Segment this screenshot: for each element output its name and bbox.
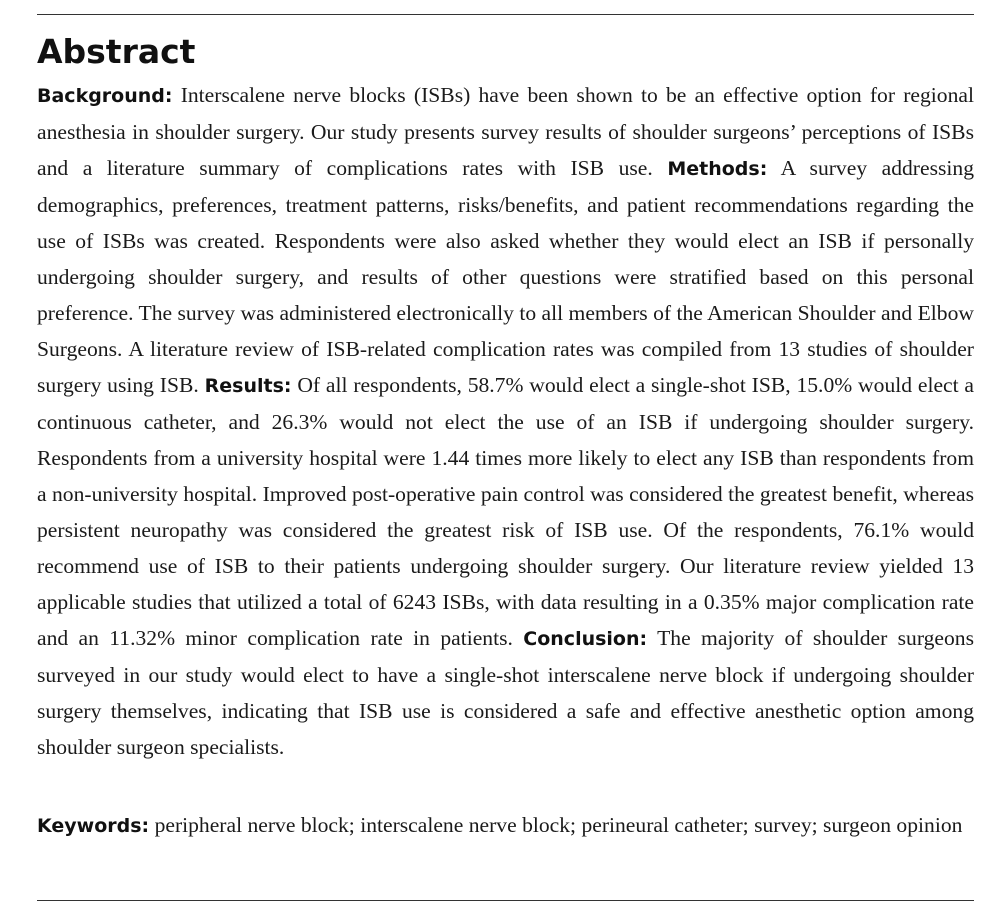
methods-label: Methods: (667, 158, 768, 180)
abstract-heading: Abstract (37, 32, 196, 71)
conclusion-text: The majority of shoulder surgeons surveyed in our study would elect to have a single-shot interscalene nerve block if undergoing shoulder surgery themselves, indicating that ISB use is considered a safe and effective anesthetic option among shoulder surgeon specialists. (37, 626, 975, 759)
top-rule (37, 14, 974, 15)
abstract-body (37, 77, 974, 765)
background-label: Background: (37, 85, 173, 107)
keywords-paragraph (37, 807, 974, 844)
results-label: Results: (204, 375, 292, 397)
bottom-rule (37, 900, 974, 901)
keywords-label: Keywords: (37, 815, 150, 837)
keywords-text: peripheral nerve block; interscalene nerve block; perineural catheter; survey; surgeon opinion (154, 813, 963, 837)
background-text: Interscalene nerve blocks (ISBs) have been shown to be an effective option for regional anesthesia in shoulder surgery. Our study presents survey results of shoulder surgeons’ perceptions of ISBs and a literature summary of complications rates with ISB use. (37, 83, 974, 180)
conclusion-label: Conclusion: (523, 628, 648, 650)
methods-text: A survey addressing demographics, preferences, treatment patterns, risks/benefits, and patient recommendations regarding the use of ISBs was created. Respondents were also asked whether they would elect an ISB if personally undergoing shoulder surgery, and results of other questions were stratified based on this personal preference. The survey was administered electronically to all members of the American Shoulder and Elbow Surgeons. A literature review of ISB-related complication rates was compiled from 13 studies of shoulder surgery using ISB. (37, 156, 974, 397)
results-text: Of all respondents, 58.7% would elect a single-shot ISB, 15.0% would elect a continuous catheter, and 26.3% would not elect the use of an ISB if undergoing shoulder surgery. Respondents from a university hospital were 1.44 times more likely to elect any ISB than respondents from a non-university hospital. Improved post-operative pain control was considered the greatest benefit, whereas persistent neuropathy was considered the greatest risk of ISB use. Of the respondents, 76.1% would recommend use of ISB to their patients undergoing shoulder surgery. Our literature review yielded 13 applicable studies that utilized a total of 6243 ISBs, with data resulting in a 0.35% major complication rate and an 11.32% minor complication rate in patients. (37, 373, 975, 650)
